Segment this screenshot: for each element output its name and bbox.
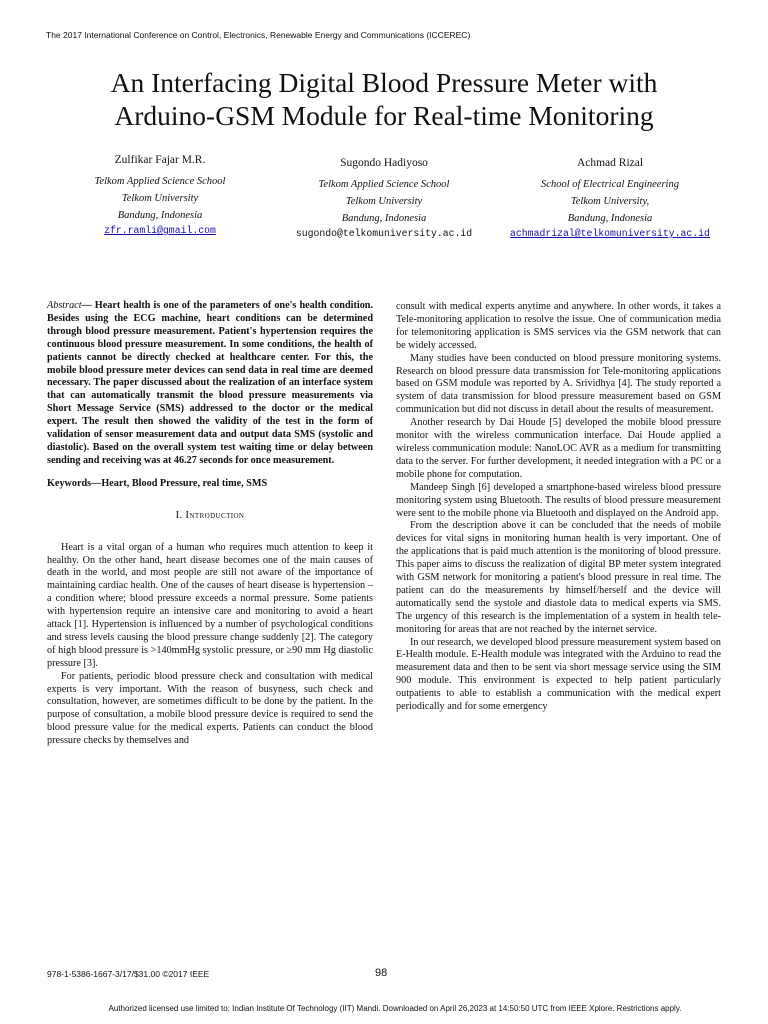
title-line-1: An Interfacing Digital Blood Pressure Meter with — [110, 67, 658, 98]
body-paragraph: Many studies have been conducted on blood pressure monitoring systems. Research on blood pressure data transmission for Tele-monitoring applications based on GSM module was reported by A. Srividhya [4]. The study reported a system of data transmission for blood pressure measurement based on GSM communication but did not discuss in detail about the results of measurement. — [396, 352, 721, 416]
left-column — [47, 300, 373, 748]
title-line-2: Arduino-GSM Module for Real-time Monitoring — [114, 100, 654, 131]
body-paragraph: Another research by Dai Houde [5] developed the mobile blood pressure monitor with the wireless communication interface. Dai Houde applied a wireless communication module: NanoLOC AVR as a medium for transmitting data to the server. For further development, it needed integration with a PC or a mobile phone for computation. — [396, 417, 721, 480]
body-paragraph: In our research, we developed blood pressure measurement system based on E-Health module. E-Health module was integrated with the Arduino to read the measurement data and then to be sent via short message service using the SIM 900 module. This environment is expected to help patient particularly outpatients to able to establish a communication with the medical expert periodically and for some emergency — [396, 636, 721, 713]
author-block-1 — [60, 152, 260, 237]
author-email-link[interactable]: achmadrizal@telkomuniversity.ac.id — [510, 228, 710, 239]
author-email-link[interactable]: zfr.ramli@gmail.com — [104, 225, 216, 236]
body-paragraph: From the description above it can be concluded that the needs of mobile devices for vital signs in monitoring human health is very important. One of the applications that is paid much attention is the monitoring of blood pressure. This paper aims to discuss the realization of digital BP meter system integrated with GSM network for monitoring a patient's blood pressure in real time. The patient can do the measurements by himself/herself and the device will automatically send the systole and diastole data to medical experts via SMS. The urgency of this research is the implementation of a system in health tele-monitoring for areas that are not reached by the internet service. — [396, 520, 721, 635]
conference-header: The 2017 International Conference on Control, Electronics, Renewable Energy and Communications (ICCEREC) — [46, 30, 471, 40]
author-affiliation: School of Electrical Engineering — [541, 179, 679, 190]
license-notice: Authorized licensed use limited to: Indian Institute Of Technology (IIT) Mandi. Downloaded on April 26,2023 at 14:50:50 UTC from IEEE Xplore. Restrictions apply. — [108, 1004, 682, 1013]
body-paragraph: For patients, periodic blood pressure check and consultation with medical experts is very important. With the reason of busyness, such check and consultation, however, are sometimes difficult to be done by the patient. In the purpose of consultation, a mobile blood pressure device is required to send the blood pressure value for the medical experts. Patients can conduct the blood pressure checks by themselves and — [47, 670, 373, 747]
paper-title — [40, 66, 728, 132]
author-affiliation: Telkom University — [121, 193, 199, 204]
body-paragraph: Mandeep Singh [6] developed a smartphone-based wireless blood pressure monitoring system using Bluetooth. The results of blood pressure measurement were sent to the mobile phone via Bluetooth and displayed on the Android app. — [396, 481, 721, 519]
author-name: Zulfikar Fajar M.R. — [114, 154, 206, 166]
author-email: sugondo@telkomuniversity.ac.id — [295, 228, 473, 239]
body-paragraph: consult with medical experts anytime and anywhere. In other words, it takes a Tele-monitoring application to resolve the issue. One of communication media for telemonitoring application is SMS services via the GSM network that can be widely accessed. — [396, 301, 721, 351]
author-affiliation: Telkom University — [345, 196, 423, 207]
right-column — [396, 301, 721, 714]
author-location: Bandung, Indonesia — [567, 213, 653, 224]
footer-isbn: 978-1-5386-1667-3/17/$31.00 ©2017 IEEE — [47, 969, 210, 979]
author-affiliation: Telkom Applied Science School — [94, 176, 226, 187]
abstract-text: — Heart health is one of the parameters of one's health condition. Besides using the ECG machine, heart conditions can be determined through blood pressure measurement. Patient's hypertension requires the continuous blood pressure measurement. In some conditions, the health of patients cannot be directly checked at healthcare center. For this, the mobile blood pressure meter devices can send data in real time are deemed necessary. The paper discussed about the realization of an interface system that can automatically transmit the blood pressure measurements via Short Message Service (SMS) addressed to the doctor or the medical expert. The result then showed the validity of the test in the form of validation of sensor measurement data and output data SMS (systolic and diastolic). Based on the overall system test waiting time or delay between sending and receiving was at 46.27 seconds for once measurement. — [47, 300, 373, 466]
author-location: Bandung, Indonesia — [117, 210, 203, 221]
abstract — [47, 300, 373, 468]
body-paragraph: Heart is a vital organ of a human who requires much attention to keep it healthy. On the other hand, heart disease becomes one of the main causes of death in the world, and most people are still not aware of the importance of maintaining cardiac health. One of the causes of heart disease is hypertension – a condition where; blood pressure exceeds a normal pressure. Some patients with hypertension require an intensive care and monitoring to avoid a heart attack [1]. Hypertension is influenced by a number of psychological conditions and stress levels causing the blood pressure change suddenly [2]. The category of high blood pressure is >140mmHg systolic pressure, or ≥90 mm Hg diastolic pressure [3]. — [47, 541, 373, 669]
page-number: 98 — [375, 967, 388, 979]
author-location: Bandung, Indonesia — [341, 213, 427, 224]
abstract-lead: Abstract — [47, 300, 82, 311]
author-name: Achmad Rizal — [576, 157, 644, 169]
author-affiliation: Telkom University, — [570, 196, 650, 207]
author-affiliation: Telkom Applied Science School — [318, 179, 450, 190]
author-block-3 — [495, 155, 725, 240]
keywords: Keywords—Heart, Blood Pressure, real time, SMS — [47, 477, 268, 489]
author-block-2 — [268, 155, 500, 240]
section-heading: I. Introduction — [175, 509, 245, 521]
author-name: Sugondo Hadiyoso — [340, 157, 428, 169]
